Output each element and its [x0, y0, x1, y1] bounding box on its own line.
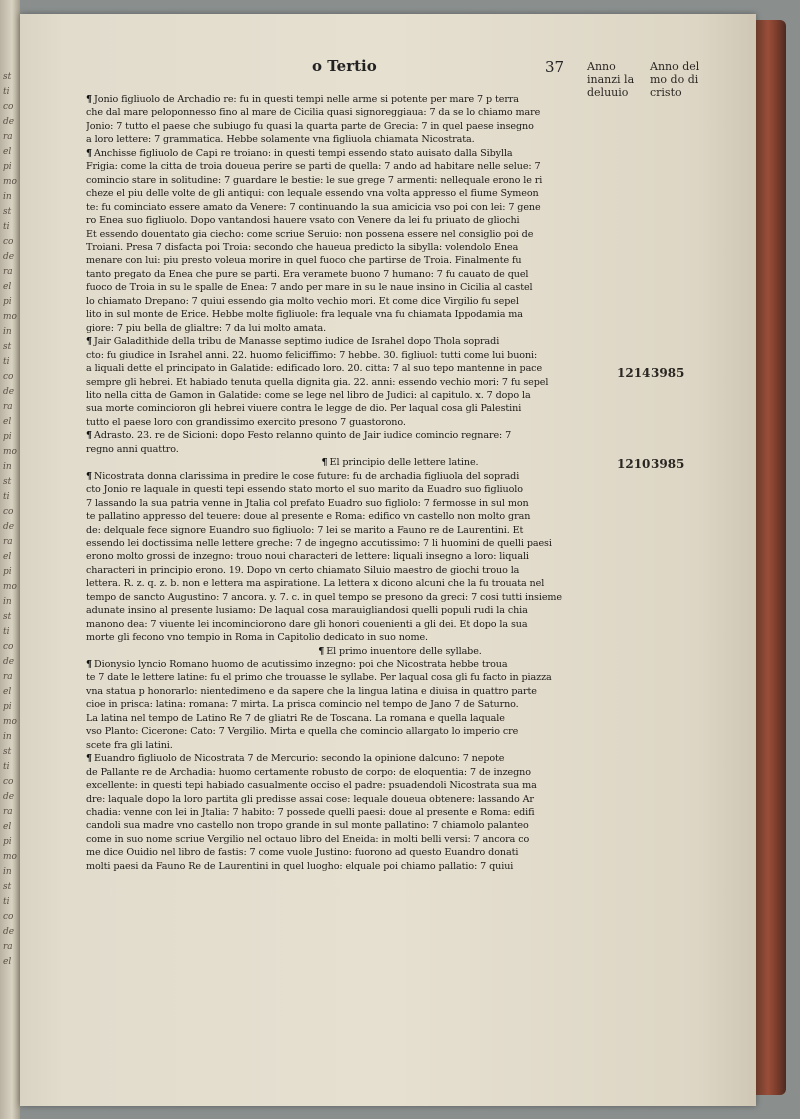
- previous-page-text-fragment: el: [3, 417, 12, 427]
- text-line: menare con lui: piu presto voleua morire in quel fuoco che partirse de Troia. Finalmente fu: [86, 255, 522, 267]
- previous-page-text-fragment: co: [3, 102, 14, 112]
- section-heading: [86, 645, 604, 658]
- text-line: fuoco de Troia in su le spalle de Enea: 7 ando per mare in su le naue insino in Cicilia al castel: [86, 282, 533, 294]
- column-heading-anno-inanzi: Anno inanzi la deluuio: [587, 60, 635, 99]
- previous-page-text-fragment: ti: [3, 627, 10, 637]
- text-line: che dal mare peloponnesso fino al mare de Cicilia quasi signoreggiaua: 7 da se lo chiamo mare: [86, 107, 541, 119]
- column-heading-anno-mondo: Anno del mo do di cristo: [650, 60, 700, 99]
- text-line: essendo lei doctissima nelle lettere greche: 7 de ingegno accutissimo: 7 li huomini de quelli paesi: [86, 537, 552, 549]
- text-line: ¶ Euandro figliuolo de Nicostrata 7 de Mercurio: secondo la opinione dalcuno: 7 nepote: [86, 753, 505, 765]
- previous-page-text-fragment: pi: [3, 702, 12, 712]
- previous-page-text-fragment: el: [3, 687, 12, 697]
- previous-page-text-fragment: ra: [3, 132, 13, 142]
- previous-page-text-fragment: el: [3, 282, 12, 292]
- paragraph-mark-icon: ¶: [86, 659, 93, 671]
- text-line: lito nella citta de Gamon in Galatide: come se lege nel libro de Judici: al capitulo. x. 7 dopo la: [86, 389, 531, 401]
- text-paragraph: [86, 429, 604, 456]
- text-line: giore: 7 piu bella de glialtre: 7 da lui molto amata.: [86, 322, 327, 334]
- text-line: Troiani. Presa 7 disfacta poi Troia: secondo che haueua predicto la sibylla: volendolo Enea: [86, 241, 519, 253]
- text-line: te 7 date le lettere latine: fu el primo che trouasse le syllabe. Per laqual cosa gli fu facto in piazza: [86, 672, 552, 684]
- text-line: dre: laquale dopo la loro partita gli predisse assai cose: lequale doueua obtenere: lassando Ar: [86, 793, 534, 805]
- previous-page-text-fragment: el: [3, 552, 12, 562]
- text-line: tutto el paese loro con grandissimo exercito presono 7 guastorono.: [86, 416, 406, 428]
- previous-page-text-fragment: in: [3, 327, 12, 337]
- paragraph-mark-icon: ¶: [86, 753, 93, 765]
- text-line: te: fu cominciato essere amato da Venere: 7 continuando la sua amicicia vso poi con lei: 7 gene: [86, 201, 541, 213]
- margin-year: 3985: [651, 457, 685, 471]
- text-line: ¶ Dionysio lyncio Romano huomo de acutissimo inzegno: poi che Nicostrata hebbe troua: [86, 659, 508, 671]
- margin-year: 1210: [617, 457, 651, 471]
- previous-page-text-fragment: ti: [3, 492, 10, 502]
- previous-page-text-fragment: mo: [3, 447, 17, 457]
- text-line: lito in sul monte de Erice. Hebbe molte figliuole: fra lequale vna fu chiamata Ippodamia ma: [86, 309, 523, 321]
- previous-page-text-fragment: de: [3, 792, 15, 802]
- text-line: a liquali dette el principato in Galatide: edificado loro. 20. citta: 7 al suo tepo mantenne in pace: [86, 363, 543, 375]
- text-line: lo chiamato Drepano: 7 quiui essendo gia molto vechio mori. Et come dice Virgilio fu sepel: [86, 295, 519, 307]
- previous-page-text-fragment: st: [3, 477, 12, 487]
- previous-page-text-fragment: in: [3, 867, 12, 877]
- previous-page-text-fragment: st: [3, 342, 12, 352]
- text-line: Et essendo douentato gia ciecho: come scriue Seruio: non possena essere nel consiglio poi de: [86, 228, 534, 240]
- previous-page-edge: [0, 0, 20, 1119]
- text-line: de Pallante re de Archadia: huomo certamente robusto de corpo: de eloquentia: 7 de inzegno: [86, 766, 531, 778]
- paragraph-mark-icon: ¶: [86, 147, 93, 159]
- section-heading: [86, 456, 604, 469]
- text-paragraph: [86, 658, 604, 752]
- previous-page-text-fragment: ra: [3, 267, 13, 277]
- previous-page-text-fragment: ti: [3, 357, 10, 367]
- previous-page-text-fragment: st: [3, 882, 12, 892]
- previous-page-text-fragment: ra: [3, 672, 13, 682]
- previous-page-text-fragment: st: [3, 72, 12, 82]
- folio-number: 37: [545, 58, 565, 76]
- main-text-block: [86, 93, 604, 873]
- text-line: ¶ El primo inuentore delle syllabe.: [318, 645, 482, 657]
- text-line: ¶ Nicostrata donna clarissima in predire le cose future: fu de archadia figliuola del sopradi: [86, 470, 520, 482]
- previous-page-text-fragment: el: [3, 147, 12, 157]
- previous-page-text-fragment: pi: [3, 162, 12, 172]
- paragraph-mark-icon: ¶: [321, 457, 328, 469]
- text-line: molti paesi da Fauno Re de Laurentini in quel luogho: elquale poi chiamo pallatio: 7 quiui: [86, 860, 514, 872]
- text-line: candoli sua madre vno castello non tropo grande in sul monte pallatino: 7 chiamolo palanteo: [86, 820, 529, 832]
- text-line: chadia: venne con lei in Jtalia: 7 habito: 7 possede quelli paesi: doue al presente e Roma: edifi: [86, 807, 535, 819]
- previous-page-text-fragment: pi: [3, 567, 12, 577]
- previous-page-text-fragment: el: [3, 957, 12, 967]
- margin-year: 1214: [617, 366, 651, 380]
- previous-page-text-fragment: co: [3, 912, 14, 922]
- text-line: scete fra gli latini.: [86, 739, 173, 751]
- text-line: excellente: in questi tepi habiado casualmente occiso el padre: psuadendoli Nicostrata sua ma: [86, 780, 537, 792]
- previous-page-text-fragment: ti: [3, 762, 10, 772]
- text-paragraph: [86, 752, 604, 873]
- previous-page-text-fragment: in: [3, 597, 12, 607]
- previous-page-text-fragment: ti: [3, 87, 10, 97]
- text-line: ¶ El principio delle lettere latine.: [321, 457, 479, 469]
- previous-page-text-fragment: pi: [3, 432, 12, 442]
- previous-page-text-fragment: st: [3, 612, 12, 622]
- text-line: Frigia: come la citta de troia doueua perire se parti de quella: 7 ando ad habitare nelle selue: 7: [86, 161, 541, 173]
- previous-page-text-fragment: el: [3, 822, 12, 832]
- text-line: ¶ Anchisse figliuolo de Capi re troiano: in questi tempi essendo stato auisato dalla Sibylla: [86, 147, 513, 159]
- text-line: morte gli fecono vno tempio in Roma in Capitolio dedicato in suo nome.: [86, 632, 428, 644]
- previous-page-text-fragment: in: [3, 192, 12, 202]
- previous-page-text-fragment: de: [3, 252, 15, 262]
- text-paragraph: [86, 93, 604, 147]
- previous-page-text-fragment: pi: [3, 837, 12, 847]
- previous-page-text-fragment: ra: [3, 942, 13, 952]
- text-line: me dice Ouidio nel libro de fastis: 7 come vuole Justino: fuorono ad questo Euandro donati: [86, 847, 519, 859]
- paragraph-mark-icon: ¶: [86, 336, 93, 348]
- previous-page-text-fragment: co: [3, 237, 14, 247]
- text-line: tanto pregato da Enea che pure se parti. Era veramete buono 7 humano: 7 fu cauato de quel: [86, 268, 529, 280]
- text-line: ¶ Jonio figliuolo de Archadio re: fu in questi tempi nelle arme si potente per mare 7 p terra: [86, 94, 519, 105]
- previous-page-text-fragment: co: [3, 507, 14, 517]
- text-line: cheze el piu delle volte de gli antiqui: con lequale essendo vna volta appresso el fiume Symeon: [86, 188, 539, 200]
- previous-page-text-fragment: ra: [3, 402, 13, 412]
- previous-page-text-fragment: co: [3, 642, 14, 652]
- text-line: a loro lettere: 7 grammatica. Hebbe solamente vna figliuola chiamata Nicostrata.: [86, 134, 475, 146]
- text-line: come in suo nome scriue Vergilio nel octauo libro del Eneida: in molti belli versi: 7 ancora co: [86, 833, 530, 845]
- text-line: lettera. R. z. q. z. b. non e lettera ma aspiratione. La lettera x dicono alcuni che la fu trouata nel: [86, 578, 545, 590]
- text-paragraph: [86, 335, 604, 429]
- previous-page-text-fragment: st: [3, 747, 12, 757]
- text-line: erono molto grossi de inzegno: trouo noui characteri de lettere: liquali insegno a loro: liquali: [86, 551, 529, 563]
- previous-page-text-fragment: de: [3, 522, 15, 532]
- paragraph-mark-icon: ¶: [86, 430, 93, 442]
- text-line: Jonio: 7 tutto el paese che subiugo fu quasi la quarta parte de Grecia: 7 in quel paese insegno: [86, 120, 534, 132]
- previous-page-text-fragment: mo: [3, 852, 17, 862]
- previous-page-text-fragment: de: [3, 117, 15, 127]
- text-line: de: delquale fece signore Euandro suo figliuolo: 7 lei se marito a Fauno re de Laurentini. Et: [86, 524, 524, 536]
- book-page: [20, 14, 756, 1106]
- text-line: characteri in principio erono. 19. Dopo vn certo chiamato Siluio maestro de giochi trouo la: [86, 564, 520, 576]
- text-line: La latina nel tempo de Latino Re 7 de gliatri Re de Toscana. La romana e quella laquale: [86, 712, 505, 724]
- previous-page-text-fragment: mo: [3, 582, 17, 592]
- previous-page-text-fragment: ti: [3, 222, 10, 232]
- text-paragraph: [86, 470, 604, 645]
- paragraph-mark-icon: ¶: [318, 645, 325, 657]
- previous-page-text-fragment: in: [3, 462, 12, 472]
- previous-page-text-fragment: co: [3, 372, 14, 382]
- text-line: cioe in prisca: latina: romana: 7 mirta. La prisca comincio nel tempo de Jano 7 de Saturno.: [86, 699, 519, 711]
- book-binding-edge: [756, 20, 786, 1095]
- previous-page-text-fragment: mo: [3, 717, 17, 727]
- previous-page-text-fragment: de: [3, 387, 15, 397]
- text-line: adunate insino al presente lusiamo: De laqual cosa marauigliandosi quelli populi rudi la chia: [86, 605, 528, 617]
- text-line: vso Planto: Cicerone: Cato: 7 Vergilio. Mirta e quella che comincio allargato lo imperio cre: [86, 726, 519, 738]
- previous-page-text-fragment: mo: [3, 312, 17, 322]
- paragraph-mark-icon: ¶: [86, 470, 93, 482]
- text-line: regno anni quattro.: [86, 443, 179, 455]
- text-line: tempo de sancto Augustino: 7 ancora. y. 7. c. in quel tempo se presono da greci: 7 cosi tutti insieme: [86, 591, 562, 603]
- previous-page-text-fragment: de: [3, 657, 15, 667]
- text-line: cto: fu giudice in Israhel anni. 22. huomo feliciffimo: 7 hebbe. 30. figliuol: tutti come lui buoni:: [86, 349, 538, 361]
- margin-year: 3985: [651, 366, 685, 380]
- previous-page-text-fragment: pi: [3, 297, 12, 307]
- text-line: comincio stare in solitudine: 7 guardare le bestie: le sue grege 7 armenti: nellequale erono le ri: [86, 174, 543, 186]
- running-head: o Tertio: [312, 57, 377, 75]
- text-line: vna statua p honorarlo: nientedimeno e da sapere che la lingua latina e diuisa in quattro parte: [86, 685, 537, 697]
- text-line: 7 lassando la sua patria venne in Jtalia col prefato Euadro suo figliolo: 7 fermosse in sul mon: [86, 497, 529, 509]
- text-line: ¶ Adrasto. 23. re de Sicioni: dopo Festo relanno quinto de Jair iudice comincio regnare: 7: [86, 430, 512, 442]
- text-line: te pallatino appresso del teuere: doue al presente e Roma: edifico vn castello non molto gran: [86, 511, 531, 523]
- text-paragraph: [86, 147, 604, 335]
- text-line: ro Enea suo figliuolo. Dopo vantandosi hauere vsato con Venere da lei fu priuato de gliochi: [86, 215, 520, 227]
- paragraph-mark-icon: ¶: [86, 94, 93, 105]
- previous-page-text-fragment: co: [3, 777, 14, 787]
- previous-page-text-fragment: ti: [3, 897, 10, 907]
- text-line: sempre gli hebrei. Et habiado tenuta quella dignita gia. 22. anni: essendo vechio mori: 7 fu sepel: [86, 376, 549, 388]
- text-line: cto Jonio re laquale in questi tepi essendo stato morto el suo marito da Euadro suo figliuolo: [86, 484, 523, 496]
- text-line: sua morte comincioron gli hebrei viuere contra le legge de dio. Per laqual cosa gli Palestini: [86, 403, 522, 415]
- text-line: manono dea: 7 viuente lei incominciorono dare gli honori couenienti a gli dei. Et dopo la sua: [86, 618, 528, 630]
- previous-page-text-fragment: ra: [3, 537, 13, 547]
- previous-page-text-fragment: st: [3, 207, 12, 217]
- previous-page-text-fragment: in: [3, 732, 12, 742]
- text-line: ¶ Jair Galadithide della tribu de Manasse septimo iudice de Israhel dopo Thola sopradi: [86, 336, 500, 348]
- previous-page-text-fragment: mo: [3, 177, 17, 187]
- previous-page-text-fragment: de: [3, 927, 15, 937]
- previous-page-text-fragment: ra: [3, 807, 13, 817]
